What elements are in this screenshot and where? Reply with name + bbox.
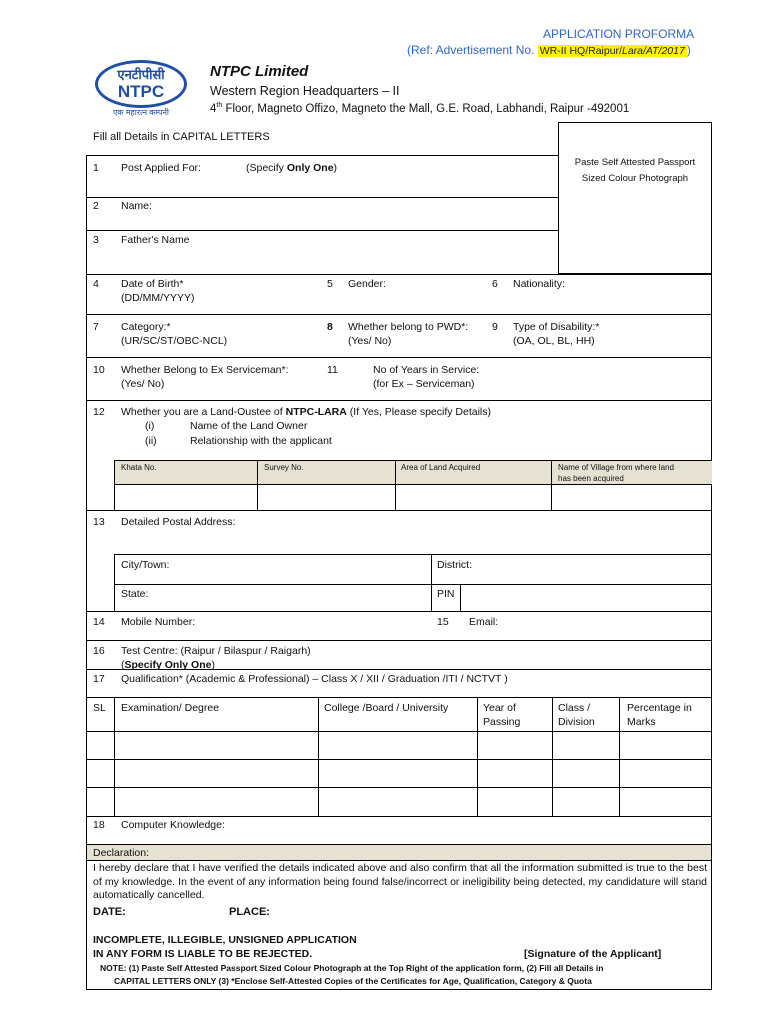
qual-row-1[interactable] [88, 733, 710, 758]
ref-prefix: (Ref: Advertisement No. [407, 43, 538, 57]
row-number-11: 11 [327, 364, 338, 376]
qual-col-year [483, 701, 520, 729]
father-name-label: Father's Name [121, 234, 190, 246]
land-owner-name-label: Name of the Land Owner [190, 420, 308, 432]
advertisement-ref [407, 43, 691, 57]
note-line-2: CAPITAL LETTERS ONLY (3) *Enclose Self-Attested Copies of the Certificates for Age, Qualification, Category & Quota [114, 976, 592, 986]
qual-col-class-1: Class / [558, 702, 591, 714]
test-centre-spec [121, 658, 311, 672]
land-col-village [558, 462, 674, 484]
land-col-survey: Survey No. [264, 463, 304, 472]
address-rest: Floor, Magneto Offizo, Magneto the Mall, G.E. Road, Labhandi, Raipur -492001 [222, 102, 630, 115]
qual-col-year-2: Passing [483, 716, 521, 728]
name-input[interactable] [160, 199, 554, 228]
test-centre-label [121, 644, 311, 672]
land-col-village-1: Name of Village from where land [558, 463, 674, 472]
father-name-input[interactable] [195, 233, 554, 272]
ref-suffix: ) [686, 43, 691, 57]
land-relationship-label: Relationship with the applicant [190, 435, 332, 447]
pwd-label [348, 320, 468, 348]
land-item-ii-num: (ii) [145, 435, 157, 447]
qual-col-percentage [627, 701, 692, 729]
rejection-warning-2: IN ANY FORM IS LIABLE TO BE REJECTED. [93, 948, 313, 960]
disability-label [513, 320, 599, 348]
years-in-service-label [373, 363, 479, 391]
ex-serviceman-label-text: Whether Belong to Ex Serviceman*: [121, 364, 289, 376]
centre-spec-b: Specify Only One [124, 659, 212, 671]
ref-number [538, 45, 687, 57]
disability-label-text: Type of Disability:* [513, 321, 600, 333]
postal-address-label: Detailed Postal Address: [121, 516, 236, 528]
mobile-label: Mobile Number: [121, 616, 196, 628]
row-number-8: 8 [327, 321, 333, 333]
row-number-4: 4 [93, 278, 99, 290]
ex-serviceman-label [121, 363, 289, 391]
qual-row-2[interactable] [88, 761, 710, 786]
capital-letters-instruction: Fill all Details in CAPITAL LETTERS [93, 131, 270, 143]
row-number-6: 6 [492, 278, 498, 290]
qual-col-class-2: Division [558, 716, 595, 728]
row-number-10: 10 [93, 364, 105, 376]
dob-label [121, 277, 195, 305]
qualification-label: Qualification* (Academic & Professional) – Class X / XII / Graduation /ITI / NCTVT ) [121, 673, 508, 685]
gender-input[interactable] [390, 277, 485, 312]
row-number-3: 3 [93, 234, 99, 246]
land-a: Whether you are a Land-Oustee of [121, 406, 286, 418]
nationality-input[interactable] [570, 277, 708, 312]
state-label: State: [121, 588, 149, 600]
post-applied-input[interactable] [340, 158, 554, 194]
ntpc-logo [95, 60, 187, 118]
post-spec-c: ) [333, 162, 338, 174]
years-in-service-input[interactable] [490, 361, 708, 398]
land-col-khata: Khata No. [121, 463, 157, 472]
dob-input[interactable] [205, 277, 320, 312]
post-applied-label: Post Applied For: [121, 162, 201, 174]
qual-col-class [558, 701, 595, 729]
land-area-input[interactable] [397, 486, 550, 509]
years-in-service-note: (for Ex – Serviceman) [373, 378, 475, 390]
centre-spec-c: ) [211, 659, 215, 671]
disability-options: (OA, OL, BL, HH) [513, 335, 595, 347]
row-number-9: 9 [492, 321, 498, 333]
gender-label: Gender: [348, 278, 386, 290]
test-centre-text: Test Centre: (Raipur / Bilaspur / Raigarh) [121, 645, 311, 657]
pwd-input[interactable] [470, 318, 488, 355]
pwd-options: (Yes/ No) [348, 335, 392, 347]
land-oustee-question [121, 405, 491, 419]
mobile-input[interactable] [200, 613, 425, 639]
place-label: PLACE: [229, 906, 270, 918]
ref-number-b: Lara/AT/2017 [621, 45, 685, 57]
category-label [121, 320, 227, 348]
logo-ntpc: NTPC [117, 82, 165, 101]
rejection-warning-1: INCOMPLETE, ILLEGIBLE, UNSIGNED APPLICATION [93, 934, 357, 946]
ref-number-a: WR-II HQ/Raipur/ [539, 45, 622, 57]
address-floor-num: 4 [210, 102, 217, 115]
post-applied-spec [246, 161, 337, 175]
photo-box [558, 122, 712, 274]
pin-input[interactable] [462, 586, 708, 610]
pin-label: PIN [437, 588, 455, 600]
test-centre-input[interactable] [330, 642, 708, 668]
name-label: Name: [121, 200, 152, 212]
signature-label: [Signature of the Applicant] [524, 948, 662, 960]
qual-col-year-1: Year of [483, 702, 516, 714]
disability-input[interactable] [605, 318, 708, 355]
qual-col-college: College /Board / University [324, 702, 449, 714]
region-name: Western Region Headquarters – II [210, 84, 400, 98]
address-floor-sup: th [216, 102, 223, 109]
qual-col-sl: SL [93, 702, 106, 714]
proforma-title: APPLICATION PROFORMA [543, 27, 695, 41]
logo-hindi-top: एनटीपीसी [117, 67, 165, 82]
row-number-2: 2 [93, 200, 99, 212]
row-number-17: 17 [93, 673, 105, 685]
qual-row-3[interactable] [88, 789, 710, 815]
district-label: District: [437, 559, 472, 571]
signature-area[interactable] [520, 910, 708, 946]
computer-knowledge-input[interactable] [230, 818, 708, 843]
land-col-area: Area of Land Acquired [401, 463, 481, 472]
land-survey-input[interactable] [259, 486, 394, 509]
qual-col-exam: Examination/ Degree [121, 702, 220, 714]
row-number-15: 15 [437, 616, 449, 628]
district-input[interactable] [480, 556, 708, 583]
dob-label-text: Date of Birth* [121, 278, 184, 290]
post-spec-b: Only One [286, 162, 334, 174]
row-number-14: 14 [93, 616, 105, 628]
ex-serviceman-options: (Yes/ No) [121, 378, 165, 390]
note-line-1: NOTE: (1) Paste Self Attested Passport Sized Colour Photograph at the Top Right of the application form, (2) Fill all Details in [100, 963, 604, 973]
land-col-village-2: has been acquired [558, 474, 624, 483]
post-spec-a: (Specify [246, 162, 287, 174]
row-number-7: 7 [93, 321, 99, 333]
state-input[interactable] [155, 586, 429, 610]
computer-knowledge-label: Computer Knowledge: [121, 819, 225, 831]
years-in-service-text: No of Years in Service: [373, 364, 480, 376]
row-number-13: 13 [93, 516, 105, 528]
centre-spec-a: ( [121, 659, 125, 671]
row-number-16: 16 [93, 645, 105, 657]
qual-col-percentage-1: Percentage in [627, 702, 692, 714]
category-label-text: Category:* [121, 321, 171, 333]
postal-address-input[interactable] [240, 513, 708, 553]
city-input[interactable] [175, 556, 429, 583]
dob-format: (DD/MM/YYYY) [121, 292, 195, 304]
company-name: NTPC Limited [210, 63, 309, 80]
land-village-input[interactable] [553, 486, 710, 509]
row-number-18: 18 [93, 819, 105, 831]
land-khata-input[interactable] [116, 486, 256, 509]
category-input[interactable] [230, 318, 320, 355]
ex-serviceman-input[interactable] [290, 361, 320, 398]
category-options: (UR/SC/ST/OBC-NCL) [121, 335, 228, 347]
land-c: (If Yes, Please specify Details) [346, 406, 492, 418]
date-label: DATE: [93, 906, 126, 918]
photo-box-text: Paste Self Attested Passport Sized Colour Photograph [574, 157, 696, 184]
nationality-label: Nationality: [513, 278, 565, 290]
address [210, 102, 629, 115]
email-label: Email: [469, 616, 499, 628]
qual-col-percentage-2: Marks [627, 716, 656, 728]
email-input[interactable] [505, 613, 708, 639]
declaration-text: I hereby declare that I have verified the details indicated above and also confirm that all the information submitted is true to the best of my knowledge. In the event of any information being found false/incorrect or ineligibility being detected, my candidature will stand automatically cancelled. [93, 862, 707, 901]
row-number-5: 5 [327, 278, 333, 290]
logo-hindi-bottom: एक महारत्न कम्पनी [112, 108, 170, 117]
row-number-12: 12 [93, 406, 105, 418]
declaration-title: Declaration: [93, 847, 150, 859]
pwd-label-text: Whether belong to PWD*: [348, 321, 469, 333]
land-item-i-num: (i) [145, 420, 155, 432]
row-number-1: 1 [93, 162, 99, 174]
land-b: NTPC-LARA [285, 406, 347, 418]
city-label: City/Town: [121, 559, 170, 571]
